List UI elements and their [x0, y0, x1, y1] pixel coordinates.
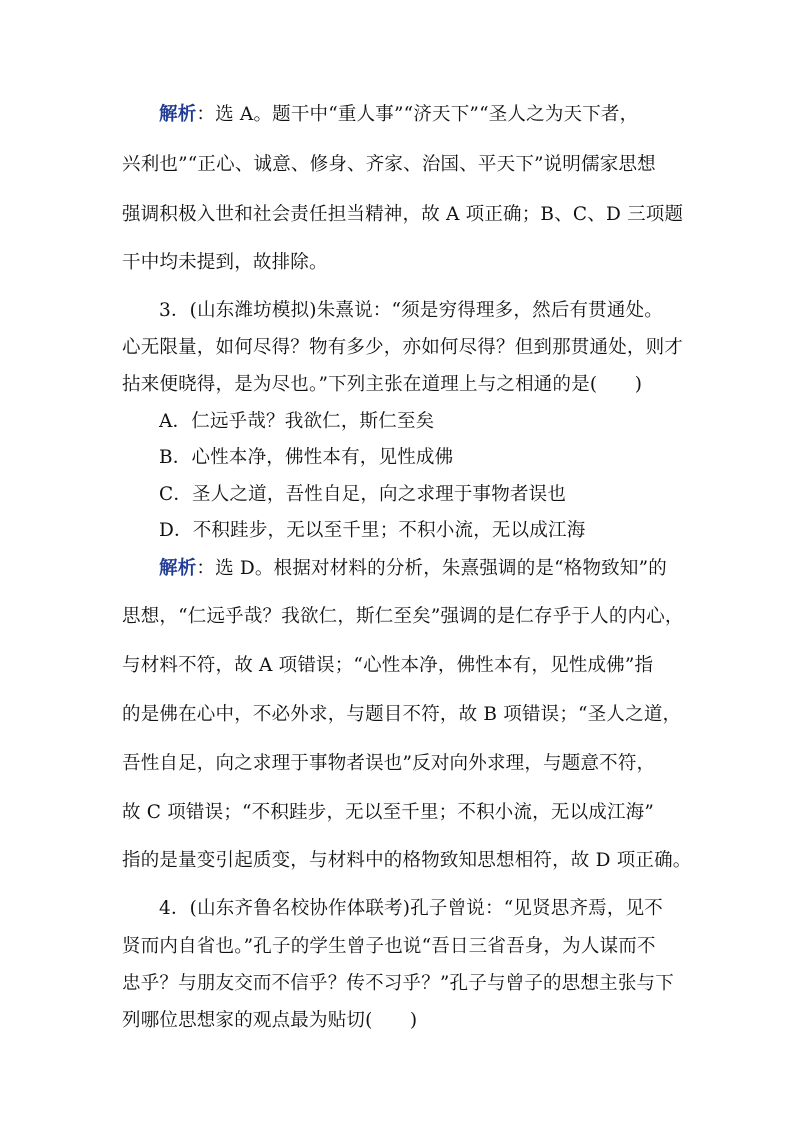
question-3-line-2: 心无限量，如何尽得？物有多少，亦如何尽得？但到那贯通处，则才	[122, 337, 684, 358]
analysis-2-line-1: 解析：选 D。根据对材料的分析，朱熹强调的是“格物致知”的	[159, 558, 667, 579]
analysis-2-line-6: 故 C 项错误；“不积跬步，无以至千里；不积小流，无以成江海”	[122, 802, 655, 823]
analysis-1-line-2: 兴利也”“正心、诚意、修身、齐家、治国、平天下”说明儒家思想	[122, 154, 656, 175]
question-3-option-b: B．心性本净，佛性本有，见性成佛	[159, 447, 454, 468]
question-4-line-4: 列哪位思想家的观点最为贴切( )	[122, 1010, 418, 1031]
analysis-2-line-3: 与材料不符，故 A 项错误；“心性本净，佛性本有，见性成佛”指	[122, 655, 654, 676]
analysis-label-2: 解析	[159, 558, 197, 579]
analysis-2-line-4: 的是佛在心中，不必外求，与题目不符，故 B 项错误；“圣人之道，	[122, 704, 682, 725]
question-3-option-a: A．仁远乎哉？我欲仁，斯仁至矣	[159, 411, 435, 432]
question-4-line-1: 4．(山东齐鲁名校协作体联考)孔子曾说：“见贤思齐焉，见不	[159, 898, 663, 919]
question-4-line-3: 忠乎？与朋友交而不信乎？传不习乎？”孔子与曾子的思想主张与下	[122, 973, 674, 994]
analysis-label: 解析	[159, 104, 197, 125]
analysis-2-line-7: 指的是量变引起质变，与材料中的格物致知思想相符，故 D 项正确。	[122, 850, 692, 871]
question-4-line-2: 贤而内自省也。”孔子的学生曾子也说“吾日三省吾身，为人谋而不	[122, 936, 656, 957]
question-3-option-d: D．不积跬步，无以至千里；不积小流，无以成江海	[159, 520, 586, 541]
question-3-line-3: 拈来便晓得，是为尽也。”下列主张在道理上与之相通的是( )	[122, 374, 643, 395]
analysis-1-line-4: 干中均未提到，故排除。	[122, 252, 328, 273]
analysis-2-line-5: 吾性自足，向之求理于事物者误也”反对向外求理，与题意不符，	[122, 753, 656, 774]
analysis-2-line-2: 思想，“仁远乎哉？我欲仁，斯仁至矣”强调的是仁存乎于人的内心，	[122, 606, 684, 627]
analysis-1-line-3: 强调积极入世和社会责任担当精神，故 A 项正确；B、C、D 三项题	[122, 204, 684, 225]
question-3-option-c: C．圣人之道，吾性自足，向之求理于事物者误也	[159, 484, 567, 505]
analysis-1-line-1: 解析：选 A。题干中“重人事”“济天下”“圣人之为天下者，	[159, 104, 639, 125]
question-3-line-1: 3．(山东潍坊模拟)朱熹说：“须是穷得理多，然后有贯通处。	[159, 300, 663, 321]
